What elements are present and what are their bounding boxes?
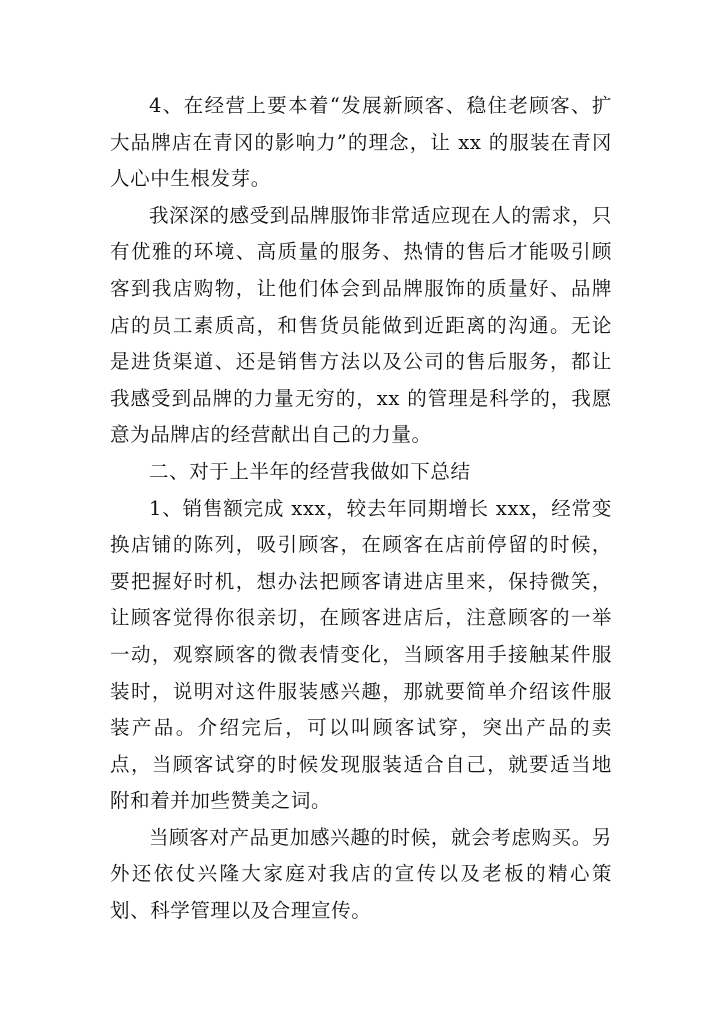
paragraph-business-philosophy: 4、在经营上要本着“发展新顾客、稳住老顾客、扩大品牌店在青冈的影响力”的理念，让 xx 的服装在青冈人心中生根发芽。 [110, 94, 612, 191]
paragraph-purchase-interest: 当顾客对产品更加感兴趣的时候，就会考虑购买。另外还依仗兴隆大家庭对我店的宣传以及老板的精心策划、科学管理以及合理宣传。 [110, 825, 612, 923]
section-heading-summary: 二、对于上半年的经营我做如下总结 [149, 459, 471, 483]
document-body [110, 88, 612, 930]
paragraph-sales-summary: 1、销售额完成 xxx，较去年同期增长 xxx，经常变换店铺的陈列，吸引顾客，在顾客在店前停留的时候，要把握好时机，想办法把顾客请进店里来，保持微笑，让顾客觉得你很亲切，在顾客进店后，注意顾客的一举一动，观察顾客的微表情变化，当顾客用手接触某件服装时，说明对这件服装感兴趣，那就要简单介绍该件服装产品。介绍完后，可以叫顾客试穿，突出产品的卖点，当顾客试穿的时候发现服装适合自己，就要适当地附和着并加些赞美之词。 [110, 496, 612, 813]
paragraph-brand-feelings: 我深深的感受到品牌服饰非常适应现在人的需求，只有优雅的环境、高质量的服务、热情的售后才能吸引顾客到我店购物，让他们体会到品牌服饰的质量好、品牌店的员工素质高，和售货员能做到近距离的沟通。无论是进货渠道、还是销售方法以及公司的售后服务，都让我感受到品牌的力量无穷的，xx 的管理是科学的，我愿意为品牌店的经营献出自己的力量。 [110, 203, 612, 447]
